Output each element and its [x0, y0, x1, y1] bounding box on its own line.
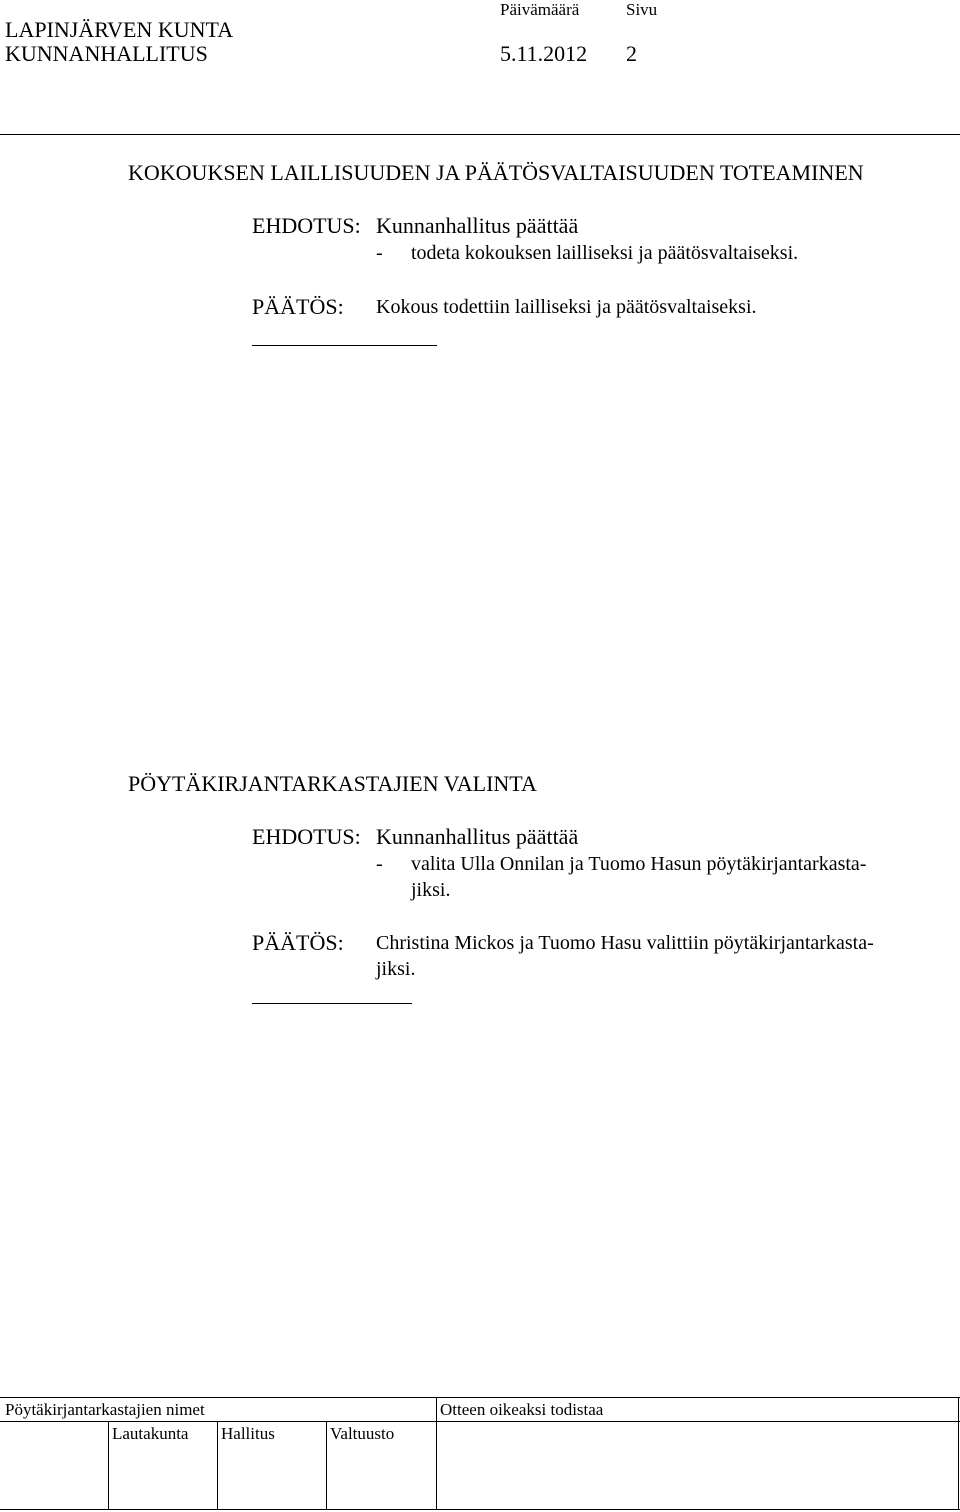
section2-proposal-dash: -	[376, 853, 383, 875]
section2-proposal-item-line1: valita Ulla Onnilan ja Tuomo Hasun pöytäkirjantarkasta-	[411, 853, 867, 875]
inspectors-label: Pöytäkirjantarkastajien nimet	[5, 1400, 205, 1419]
table-divider-1	[108, 1421, 109, 1509]
page-label: Sivu	[626, 0, 658, 19]
column-hallitus: Hallitus	[221, 1424, 275, 1443]
table-bottom-border	[0, 1509, 960, 1510]
section1-end-rule	[252, 345, 437, 346]
section1-proposal-dash: -	[376, 242, 383, 264]
section2-end-rule	[252, 1003, 412, 1004]
section2-title: PÖYTÄKIRJANTARKASTAJIEN VALINTA	[128, 771, 537, 796]
table-divider-4	[436, 1397, 437, 1509]
section1-proposal-text: Kunnanhallitus päättää	[376, 213, 579, 238]
organization-name: LAPINJÄRVEN KUNTA	[5, 17, 234, 42]
table-divider-2	[217, 1421, 218, 1509]
section1-proposal-item: todeta kokouksen lailliseksi ja päätösvaltaiseksi.	[411, 242, 799, 264]
section2-proposal-label: EHDOTUS:	[252, 824, 361, 849]
column-lautakunta: Lautakunta	[112, 1424, 189, 1443]
header-divider	[0, 134, 960, 135]
column-valtuusto: Valtuusto	[330, 1424, 395, 1443]
section1-proposal-label: EHDOTUS:	[252, 213, 361, 238]
section2-decision-line2: jiksi.	[376, 958, 416, 980]
date-value: 5.11.2012	[500, 41, 588, 66]
table-right-border	[958, 1397, 959, 1509]
section1-decision-label: PÄÄTÖS:	[252, 294, 344, 319]
section1-decision-text: Kokous todettiin lailliseksi ja päätösvaltaiseksi.	[376, 296, 757, 318]
certify-label: Otteen oikeaksi todistaa	[440, 1400, 604, 1419]
section2-decision-label: PÄÄTÖS:	[252, 930, 344, 955]
page-number: 2	[626, 41, 637, 66]
section2-proposal-text: Kunnanhallitus päättää	[376, 824, 579, 849]
date-label: Päivämäärä	[500, 0, 580, 19]
section2-proposal-item-line2: jiksi.	[411, 879, 451, 901]
table-divider-3	[326, 1421, 327, 1509]
section2-decision-line1: Christina Mickos ja Tuomo Hasu valittiin pöytäkirjantarkasta-	[376, 932, 874, 954]
table-top-border	[0, 1397, 960, 1398]
table-row-divider	[0, 1421, 960, 1422]
body-name: KUNNANHALLITUS	[5, 41, 208, 66]
section1-title: KOKOUKSEN LAILLISUUDEN JA PÄÄTÖSVALTAISUUDEN TOTEAMINEN	[128, 160, 864, 185]
